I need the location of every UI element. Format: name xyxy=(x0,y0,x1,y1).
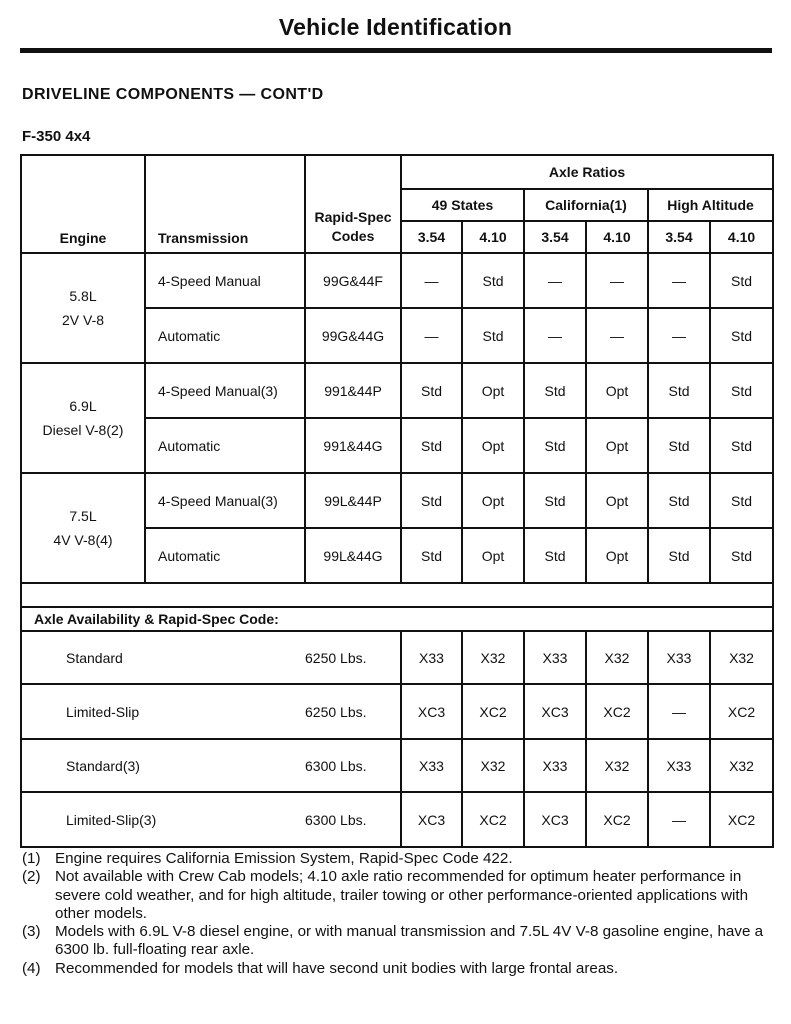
ratio-value-cell: Opt xyxy=(586,363,648,418)
axle-code-cell: XC2 xyxy=(586,684,648,739)
transmission-cell: 4-Speed Manual(3) xyxy=(145,363,305,418)
axle-name-cell: Standard xyxy=(21,631,305,684)
axle-availability xyxy=(21,583,773,631)
table-row xyxy=(21,631,773,684)
region-49-states: 49 States xyxy=(401,189,524,221)
ratio-value-cell: Opt xyxy=(462,473,524,528)
axle-code-cell: XC3 xyxy=(401,792,462,847)
footnote xyxy=(22,923,777,960)
ratio-value-cell: Opt xyxy=(586,418,648,473)
table-row xyxy=(21,473,773,528)
ratio-value-cell: Std xyxy=(401,473,462,528)
engine-name-line1: 7.5L xyxy=(69,508,97,524)
ratio-value-cell: Opt xyxy=(462,418,524,473)
axle-code-cell: X32 xyxy=(710,739,773,792)
ratio-value-cell: Opt xyxy=(462,363,524,418)
rapid-spec-code-cell: 99G&44G xyxy=(305,308,401,363)
engine-name-line2: Diesel V-8(2) xyxy=(42,422,124,438)
footnote-text: Models with 6.9L V-8 diesel engine, or with manual transmission and 7.5L 4V V-8 gasoline engine, have a 6300 lb. full-floating rear axle. xyxy=(55,923,764,959)
rapid-spec-code-cell: 99L&44P xyxy=(305,473,401,528)
axle-code-cell: — xyxy=(648,684,710,739)
ratio-value-cell: Std xyxy=(524,363,586,418)
ratio-value-cell: — xyxy=(586,253,648,308)
ratio-value-cell: Std xyxy=(648,473,710,528)
axle-weight-cell: 6300 Lbs. xyxy=(305,739,401,792)
table-row xyxy=(21,684,773,739)
engine-cell xyxy=(21,253,145,363)
ratio-value-cell: — xyxy=(524,253,586,308)
ratio-value-cell: Std xyxy=(524,473,586,528)
region-california: California(1) xyxy=(524,189,648,221)
ratio-value-cell: — xyxy=(648,308,710,363)
engine-name-line1: 6.9L xyxy=(69,398,97,414)
axle-availability-title: Axle Availability & Rapid-Spec Code: xyxy=(21,607,773,631)
ratio-value-cell: Std xyxy=(462,308,524,363)
axle-code-cell: XC2 xyxy=(710,684,773,739)
ratio-header: 3.54 xyxy=(648,221,710,253)
ratio-value-cell: — xyxy=(401,253,462,308)
footnote-text: Recommended for models that will have second unit bodies with large frontal areas. xyxy=(55,959,619,977)
axle-code-cell: X32 xyxy=(462,739,524,792)
page-title: Vehicle Identification xyxy=(278,14,513,40)
transmission-cell: Automatic xyxy=(145,418,305,473)
transmission-cell: 4-Speed Manual xyxy=(145,253,305,308)
ratio-header: 4.10 xyxy=(462,221,524,253)
axle-code-cell: XC3 xyxy=(401,684,462,739)
ratio-value-cell: Std xyxy=(401,363,462,418)
table-row xyxy=(21,253,773,308)
footnotes xyxy=(22,850,777,978)
axle-code-cell: X32 xyxy=(710,631,773,684)
footnote xyxy=(22,868,777,923)
footnote-text: Not available with Crew Cab models; 4.10 axle ratio recommended for optimum heater performance in severe cold weather, and for high altitude, trailer towing or other performance-oriented applications with other models. xyxy=(55,868,749,922)
ratio-value-cell: Std xyxy=(401,418,462,473)
ratio-header: 3.54 xyxy=(524,221,586,253)
ratio-value-cell: — xyxy=(648,253,710,308)
ratio-value-cell: Opt xyxy=(586,473,648,528)
ratio-value-cell: — xyxy=(524,308,586,363)
axle-name-cell: Limited-Slip xyxy=(21,684,305,739)
table-row xyxy=(21,363,773,418)
axle-code-cell: XC2 xyxy=(710,792,773,847)
rapid-spec-codes-header: Rapid-Spec Codes xyxy=(305,155,401,253)
footnote-number: (2) xyxy=(22,868,41,886)
ratio-value-cell: — xyxy=(401,308,462,363)
axle-code-cell: — xyxy=(648,792,710,847)
ratio-value-cell: Std xyxy=(648,528,710,583)
ratio-header: 4.10 xyxy=(710,221,773,253)
ratio-value-cell: Std xyxy=(710,473,773,528)
axle-weight-cell: 6250 Lbs. xyxy=(305,631,401,684)
axle-code-cell: X33 xyxy=(648,631,710,684)
axle-code-cell: XC2 xyxy=(586,792,648,847)
ratio-value-cell: Std xyxy=(401,528,462,583)
ratio-value-cell: Std xyxy=(524,528,586,583)
rapid-spec-code-cell: 991&44G xyxy=(305,418,401,473)
footnote-number: (4) xyxy=(22,959,41,977)
ratio-header: 3.54 xyxy=(401,221,462,253)
ratio-value-cell: — xyxy=(586,308,648,363)
model-label: F-350 4x4 xyxy=(22,128,91,145)
axle-code-cell: X32 xyxy=(586,631,648,684)
engine-cell xyxy=(21,363,145,473)
title-rule xyxy=(20,48,772,53)
region-high-altitude: High Altitude xyxy=(648,189,773,221)
footnote xyxy=(22,850,777,868)
section-heading: DRIVELINE COMPONENTS — CONT'D xyxy=(22,86,324,103)
axle-code-cell: X33 xyxy=(401,631,462,684)
axle-code-cell: XC2 xyxy=(462,792,524,847)
ratio-value-cell: Std xyxy=(710,418,773,473)
axle-code-cell: X32 xyxy=(586,739,648,792)
axle-weight-cell: 6250 Lbs. xyxy=(305,684,401,739)
transmission-header: Transmission xyxy=(145,155,305,253)
engine-cell xyxy=(21,473,145,583)
axle-code-cell: X33 xyxy=(648,739,710,792)
axle-code-cell: XC2 xyxy=(462,684,524,739)
axle-rows xyxy=(21,631,773,847)
axle-ratios-header: Axle Ratios xyxy=(401,155,773,189)
axle-code-cell: X33 xyxy=(524,631,586,684)
rapid-spec-code-cell: 991&44P xyxy=(305,363,401,418)
engine-header: Engine xyxy=(21,155,145,253)
axle-code-cell: X32 xyxy=(462,631,524,684)
axle-name-cell: Standard(3) xyxy=(21,739,305,792)
engine-name-line2: 2V V-8 xyxy=(61,312,105,328)
rapid-spec-code-cell: 99L&44G xyxy=(305,528,401,583)
axle-code-cell: XC3 xyxy=(524,792,586,847)
engine-name-line1: 5.8L xyxy=(69,288,97,304)
ratio-value-cell: Std xyxy=(648,418,710,473)
engine-name-line2: 4V V-8(4) xyxy=(53,532,113,548)
transmission-cell: Automatic xyxy=(145,528,305,583)
footnote-number: (3) xyxy=(22,923,41,941)
axle-name-cell: Limited-Slip(3) xyxy=(21,792,305,847)
table-header xyxy=(21,155,773,253)
axle-code-cell: X33 xyxy=(524,739,586,792)
ratio-value-cell: Std xyxy=(462,253,524,308)
ratio-value-cell: Std xyxy=(710,528,773,583)
ratio-value-cell: Std xyxy=(710,363,773,418)
transmission-cell: 4-Speed Manual(3) xyxy=(145,473,305,528)
footnote-text: Engine requires California Emission System, Rapid-Spec Code 422. xyxy=(55,850,513,867)
ratio-value-cell: Opt xyxy=(586,528,648,583)
axle-code-cell: XC3 xyxy=(524,684,586,739)
ratio-value-cell: Std xyxy=(710,253,773,308)
table-row xyxy=(21,792,773,847)
ratio-value-cell: Std xyxy=(524,418,586,473)
ratio-value-cell: Std xyxy=(648,363,710,418)
ratio-value-cell: Std xyxy=(710,308,773,363)
axle-code-cell: X33 xyxy=(401,739,462,792)
engine-rows xyxy=(21,253,773,583)
footnote-number: (1) xyxy=(22,850,41,867)
axle-weight-cell: 6300 Lbs. xyxy=(305,792,401,847)
ratio-value-cell: Opt xyxy=(462,528,524,583)
rapid-spec-code-cell: 99G&44F xyxy=(305,253,401,308)
spacer-row xyxy=(21,583,773,607)
table-row xyxy=(21,739,773,792)
footnote xyxy=(22,960,777,978)
driveline-table xyxy=(20,154,774,848)
transmission-cell: Automatic xyxy=(145,308,305,363)
ratio-header: 4.10 xyxy=(586,221,648,253)
